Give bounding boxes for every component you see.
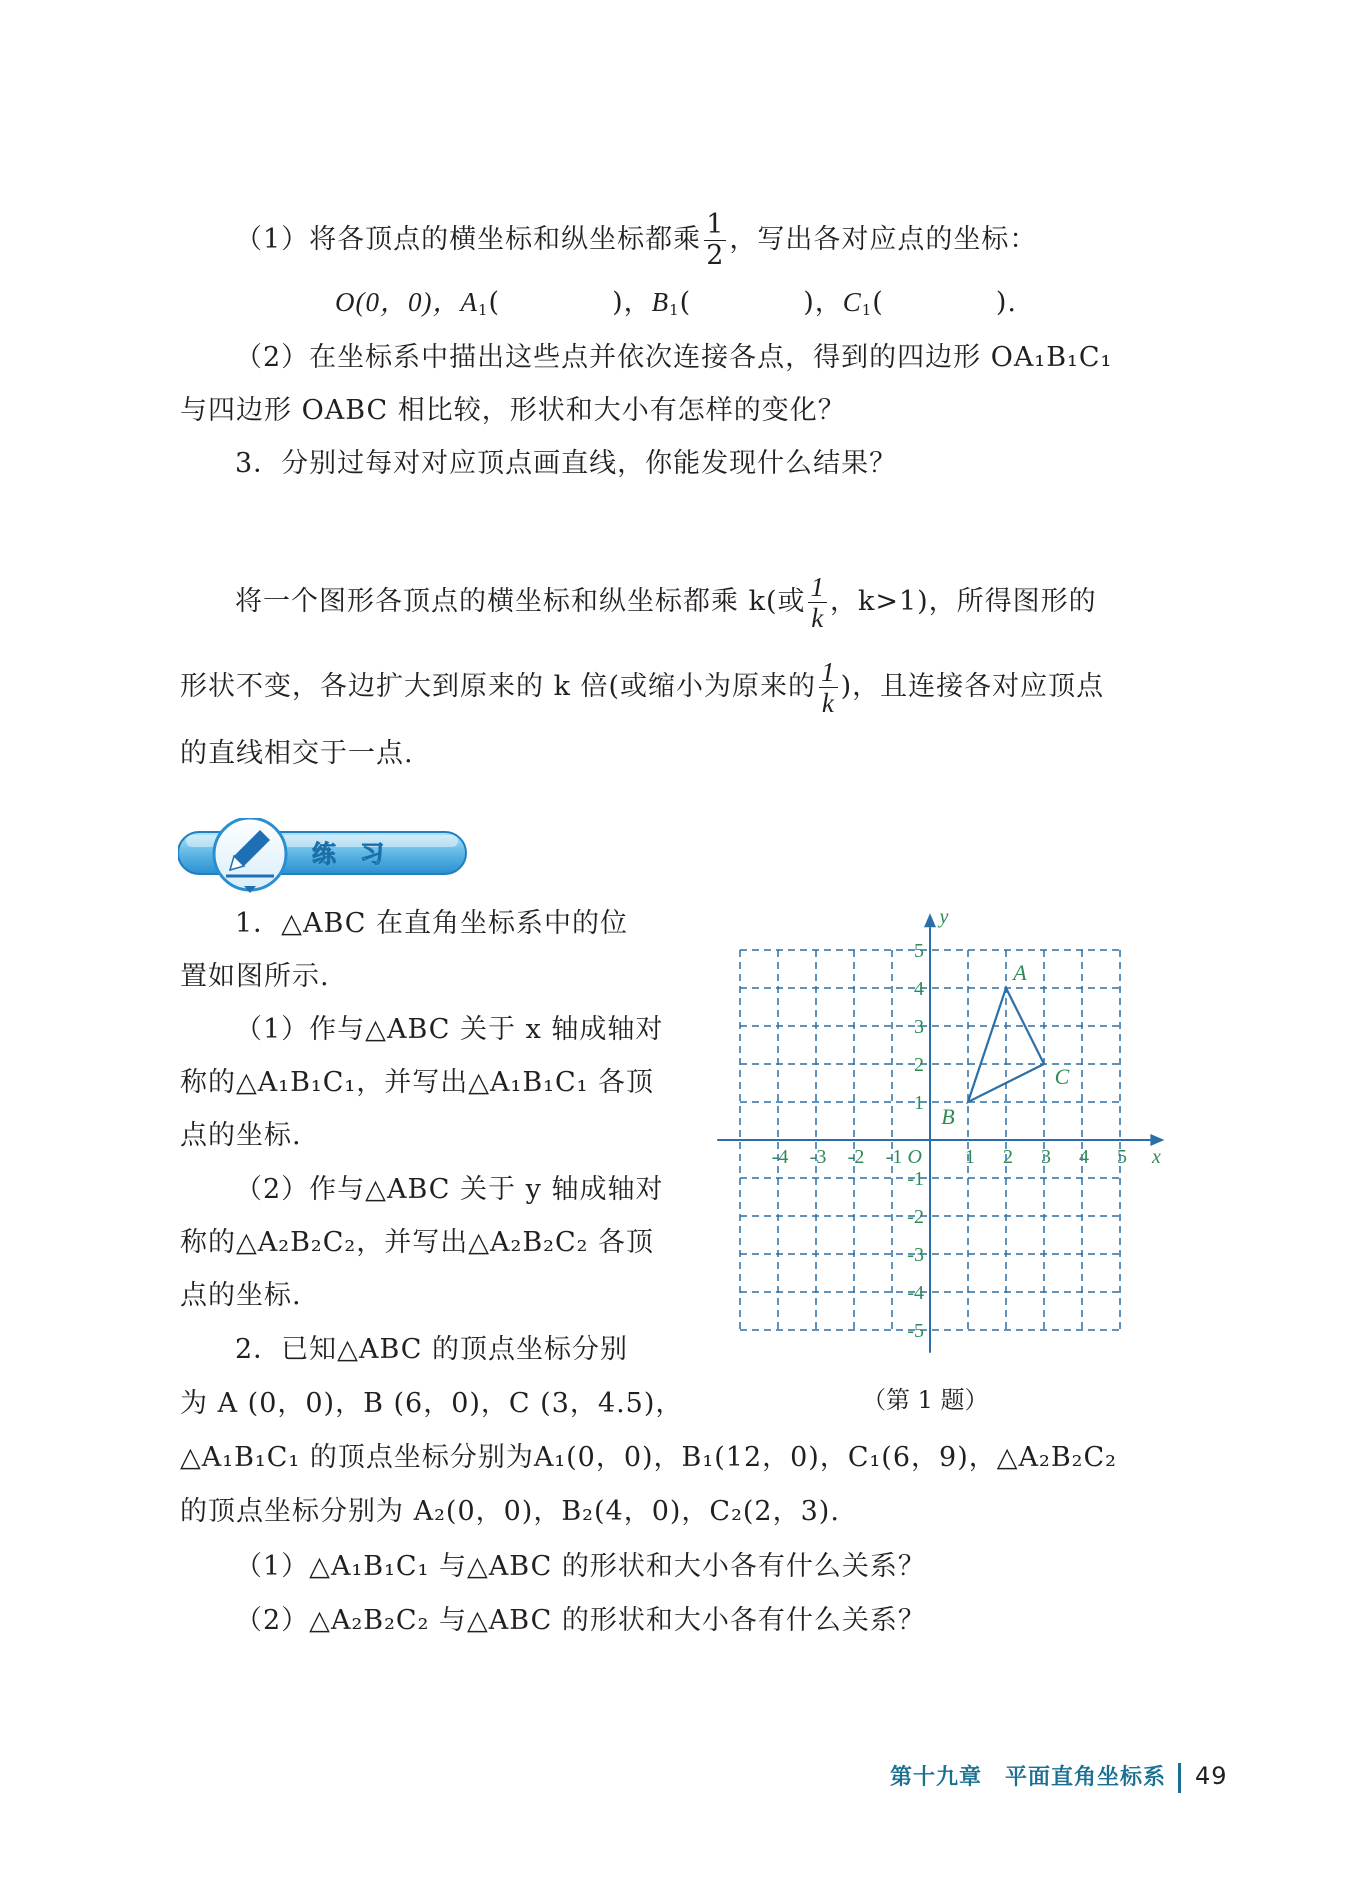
x-tick-label: -1 [885, 1146, 903, 1168]
page-footer [890, 1760, 1228, 1796]
x-tick-label: 3 [1041, 1146, 1051, 1168]
conclusion-line-1: 将一个图形各顶点的横坐标和纵坐标都乘 k(或 $\frac{1}{k}$ ，k>1)，所得图形的 [235, 572, 1097, 633]
y-tick-label: -1 [907, 1168, 924, 1190]
exercise-1-q2-line-1: （2）作与△ABC 关于 y 轴成轴对 [235, 1174, 664, 1205]
tick-labels [772, 906, 1161, 1342]
footer-divider [1178, 1763, 1181, 1793]
axes [717, 913, 1164, 1353]
exercise-2-line-2: 为 A (0，0)，B (6，0)，C (3，4.5)， [180, 1388, 684, 1419]
question-3: 3．分别过每对对应顶点画直线，你能发现什么结果？ [235, 448, 898, 479]
exercise-1-line-1: 1．△ABC 在直角坐标系中的位 [235, 908, 629, 939]
y-tick-label: -5 [907, 1320, 924, 1342]
exercise-2-q2: （2）△A₂B₂C₂ 与△ABC 的形状和大小各有什么关系？ [235, 1605, 926, 1636]
question-2-line-2: 与四边形 OABC 相比较，形状和大小有怎样的变化？ [180, 395, 846, 426]
y-tick-label: 4 [914, 978, 924, 1000]
y-tick-label: -4 [907, 1282, 924, 1304]
page-number: 49 [1195, 1762, 1228, 1790]
fraction-one-over-k-2: $\frac{1}{k}$ [821, 657, 836, 718]
exercise-1-q1-line-3: 点的坐标. [180, 1120, 302, 1151]
y-tick-label: 1 [914, 1092, 924, 1114]
exercise-banner-label: 练 习 [312, 840, 384, 868]
chapter-title: 第十九章 平面直角坐标系 [890, 1765, 1167, 1790]
exercise-1-q1-line-2: 称的△A₁B₁C₁，并写出△A₁B₁C₁ 各顶 [180, 1067, 655, 1098]
y-axis-label: y [939, 906, 949, 929]
exercise-1-line-2: 置如图所示. [180, 961, 330, 992]
y-tick-label: -2 [907, 1206, 924, 1228]
exercise-1-q1-line-1: （1）作与△ABC 关于 x 轴成轴对 [235, 1014, 664, 1045]
figure-caption: （第 1 题） [862, 1386, 989, 1414]
vertex-label-c: C [1054, 1064, 1070, 1089]
question-1-instruction: （1）将各顶点的横坐标和纵坐标都乘 $\frac{1}{2}$ ，写出各对应点的坐标： [235, 209, 1038, 271]
y-axis-arrow [924, 913, 936, 927]
x-tick-label: -3 [809, 1146, 827, 1168]
x-tick-label: -2 [847, 1146, 865, 1168]
exercise-banner [178, 818, 468, 898]
y-tick-label: -3 [907, 1244, 924, 1266]
x-tick-label: 1 [965, 1146, 975, 1168]
coordinates-answer-line: O(0，0)，$A_1$( )，$B_1$( )，$C_1$( ). [335, 287, 1017, 319]
fraction-one-half: $\frac{1}{2}$ [706, 209, 725, 271]
vertex-label-a: A [1013, 960, 1027, 985]
conclusion-line-2: 形状不变，各边扩大到原来的 k 倍(或缩小为原来的 $\frac{1}{k}$ )，且连接各对应顶点 [180, 657, 1105, 718]
x-tick-label: 4 [1079, 1146, 1089, 1168]
x-tick-label: 2 [1003, 1146, 1013, 1168]
origin-label: O [907, 1146, 922, 1168]
y-tick-label: 3 [914, 1016, 924, 1038]
exercise-2-line-4: 的顶点坐标分别为 A₂(0，0)，B₂(4，0)，C₂(2，3). [180, 1496, 840, 1527]
x-tick-label: -4 [771, 1146, 789, 1168]
exercise-2-line-3: △A₁B₁C₁ 的顶点坐标分别为A₁(0，0)，B₁(12，0)，C₁(6，9)，△A₂B₂C₂ [180, 1442, 1117, 1473]
triangle-abc [941, 960, 1069, 1129]
question-2-line-1: （2）在坐标系中描出这些点并依次连接各点，得到的四边形 OA₁B₁C₁ [235, 342, 1113, 373]
coordinate-grid-figure [700, 900, 1180, 1370]
conclusion-line-3: 的直线相交于一点. [180, 738, 414, 769]
vertex-label-b: B [941, 1104, 955, 1129]
x-axis-label: x [1151, 1146, 1161, 1168]
x-axis-arrow [1150, 1134, 1164, 1146]
exercise-1-q2-line-2: 称的△A₂B₂C₂，并写出△A₂B₂C₂ 各顶 [180, 1227, 655, 1258]
exercise-2-q1: （1）△A₁B₁C₁ 与△ABC 的形状和大小各有什么关系？ [235, 1551, 926, 1582]
y-tick-label: 5 [914, 940, 924, 962]
fraction-one-over-k: $\frac{1}{k}$ [810, 572, 825, 633]
x-tick-label: 5 [1117, 1146, 1127, 1168]
y-tick-label: 2 [914, 1054, 924, 1076]
exercise-1-q2-line-3: 点的坐标. [180, 1280, 302, 1311]
exercise-2-line-1: 2．已知△ABC 的顶点坐标分别 [235, 1334, 629, 1365]
